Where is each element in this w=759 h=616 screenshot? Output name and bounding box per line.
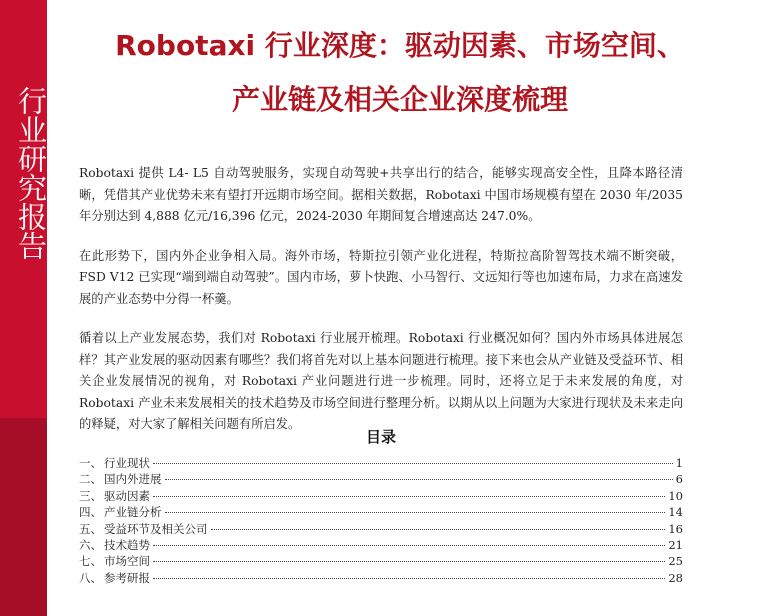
side-band-dark-block	[0, 418, 47, 616]
title-line-2: 产业链及相关企业深度梳理	[231, 83, 568, 116]
toc-item-page: 6	[675, 472, 683, 487]
toc-item-page: 14	[668, 505, 683, 520]
toc-item[interactable]	[79, 488, 683, 504]
toc-item[interactable]	[79, 504, 683, 520]
toc-item[interactable]	[79, 455, 683, 471]
paragraph-2: 在此形势下，国内外企业争相入局。海外市场，特斯拉引领产业化进程，特斯拉高阶智驾技术端不断突破，FSD V12 已实现“端到端自动驾驶”。国内市场，萝卜快跑、小马智行、文远知行等也加速布局，力求在高速发展的产业态势中分得一杯羹。	[79, 248, 683, 306]
toc-item-label: 国内外进展	[104, 472, 162, 487]
toc-leader-dots	[153, 496, 665, 497]
toc-item-label: 参考研报	[104, 570, 150, 585]
toc-item-label: 市场空间	[104, 554, 150, 569]
toc-leader-dots	[165, 479, 673, 480]
paragraph-3: 循着以上产业发展态势，我们对 Robotaxi 行业展开梳理。Robotaxi 行业概况如何？国内外市场具体进展怎样？其产业发展的驱动因素有哪些？我们将首先对以上基本问题进行梳理。接下来也会从产业链及受益环节、相关企业发展情况的视角，对 Robotaxi 产业问题进行进一步梳理。同时，还将立足于未来发展的角度，对 Robotaxi 产业未来发展相关的技术趋势及市场空间进行整理分析。以期从以上问题为大家进行现状及未来走向的释疑，对大家了解相关问题有所启发。	[79, 331, 683, 431]
toc-item-page: 1	[675, 456, 683, 470]
title-line-1: Robotaxi 行业深度：驱动因素、市场空间、	[115, 29, 685, 62]
toc-item-page: 16	[668, 521, 683, 536]
toc-leader-dots	[153, 545, 665, 546]
toc-leader-dots	[153, 578, 665, 579]
toc-leader-dots	[165, 512, 666, 513]
toc-item-number: 六、	[79, 537, 102, 552]
toc-item-page: 10	[668, 488, 683, 503]
toc-leader-dots	[153, 561, 665, 562]
side-band	[0, 0, 47, 616]
paragraph-1: Robotaxi 提供 L4- L5 自动驾驶服务，实现自动驾驶+共享出行的结合，能够实现高安全性，且降本路径清晰，凭借其产业优势未来有望打开远期市场空间。据相关数据，Robotaxi 中国市场规模有望在 2030 年/2035 年分别达到 4,888 亿元/16,396 亿元，2024-2030 年期间复合增速高达 247.0%。	[79, 166, 683, 223]
toc-item[interactable]	[79, 553, 683, 569]
toc-item-label: 产业链分析	[104, 505, 162, 520]
toc-item-number: 三、	[79, 488, 102, 503]
toc-item-number: 五、	[79, 521, 102, 536]
toc-item-page: 21	[668, 537, 683, 552]
toc-item-number: 七、	[79, 554, 102, 569]
toc-item-page: 25	[668, 554, 683, 569]
side-label: 行业研究报告	[14, 86, 48, 260]
toc-item-label: 行业现状	[104, 456, 150, 470]
report-title	[70, 24, 730, 122]
toc-item-page: 28	[668, 570, 683, 585]
toc-item[interactable]	[79, 537, 683, 553]
toc-item[interactable]	[79, 521, 683, 537]
toc-item[interactable]	[79, 570, 683, 586]
toc-item-number: 八、	[79, 570, 102, 585]
toc-item[interactable]	[79, 471, 683, 487]
toc-leader-dots	[153, 463, 673, 464]
intro-body	[79, 163, 683, 454]
toc-item-number: 二、	[79, 472, 102, 487]
toc-item-label: 技术趋势	[104, 537, 150, 552]
toc-item-number: 一、	[79, 456, 102, 470]
toc-leader-dots	[211, 529, 666, 530]
table-of-contents	[79, 455, 683, 586]
toc-item-label: 驱动因素	[104, 488, 150, 503]
toc-item-number: 四、	[79, 505, 102, 520]
toc-heading: 目录	[365, 428, 396, 446]
toc-item-label: 受益环节及相关公司	[104, 521, 208, 536]
